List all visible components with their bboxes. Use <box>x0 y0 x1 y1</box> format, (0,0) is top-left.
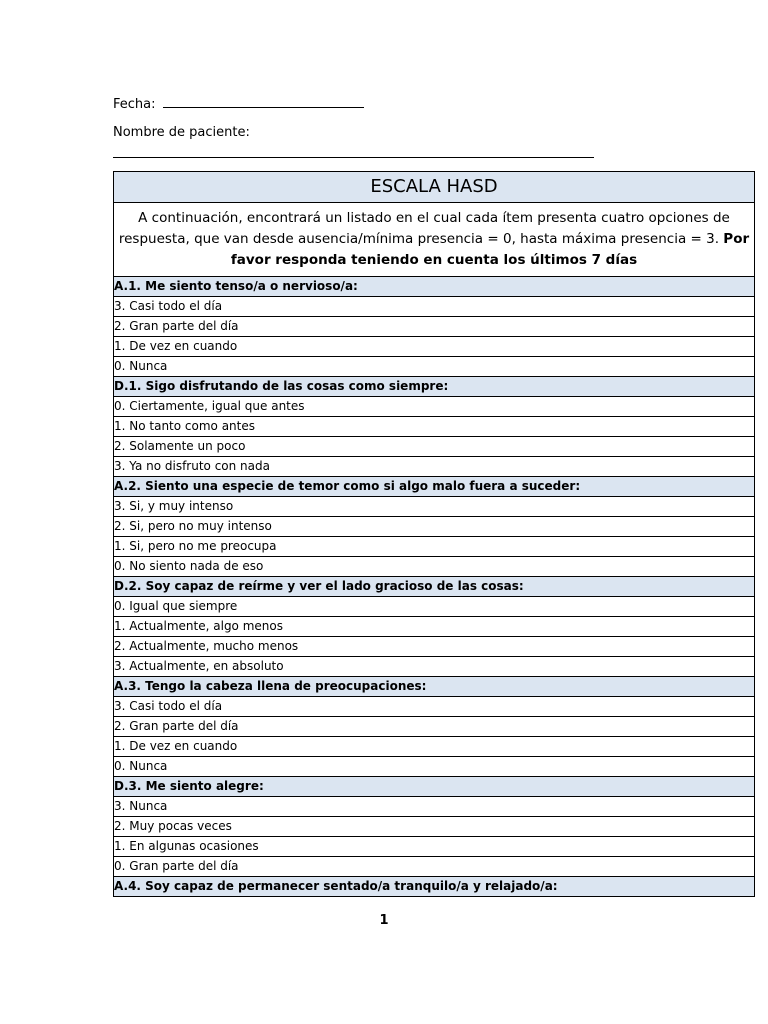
answer-option[interactable]: 0. Ciertamente, igual que antes <box>114 397 755 417</box>
patient-name-field <box>113 125 250 141</box>
question-label: D.1. Sigo disfrutando de las cosas como siempre: <box>114 377 755 397</box>
answer-option[interactable]: 2. Si, pero no muy intenso <box>114 517 755 537</box>
title-row <box>114 172 755 203</box>
question-label: A.2. Siento una especie de temor como si algo malo fuera a suceder: <box>114 477 755 497</box>
option-row[interactable] <box>114 357 755 377</box>
question-row <box>114 277 755 297</box>
option-row[interactable] <box>114 617 755 637</box>
instructions-text: A continuación, encontrará un listado en el cual cada ítem presenta cuatro opciones de respuesta, que van desde ausencia/mínima presencia = 0, hasta máxima presencia = 3. <box>118 210 730 247</box>
date-label: Fecha: <box>113 97 156 112</box>
option-row[interactable] <box>114 737 755 757</box>
answer-option[interactable]: 1. Actualmente, algo menos <box>114 617 755 637</box>
option-row[interactable] <box>114 397 755 417</box>
option-row[interactable] <box>114 517 755 537</box>
intro-row <box>114 203 755 277</box>
answer-option[interactable]: 2. Solamente un poco <box>114 437 755 457</box>
date-input-line[interactable] <box>163 95 364 108</box>
date-field <box>113 95 364 113</box>
question-label: A.3. Tengo la cabeza llena de preocupaciones: <box>114 677 755 697</box>
hasd-scale-table <box>113 171 755 897</box>
option-row[interactable] <box>114 417 755 437</box>
option-row[interactable] <box>114 857 755 877</box>
answer-option[interactable]: 1. Si, pero no me preocupa <box>114 537 755 557</box>
answer-option[interactable]: 3. Nunca <box>114 797 755 817</box>
option-row[interactable] <box>114 497 755 517</box>
question-row <box>114 877 755 897</box>
answer-option[interactable]: 2. Gran parte del día <box>114 717 755 737</box>
scale-title: ESCALA HASD <box>114 172 755 203</box>
question-row <box>114 677 755 697</box>
option-row[interactable] <box>114 557 755 577</box>
option-row[interactable] <box>114 757 755 777</box>
question-label: A.1. Me siento tenso/a o nervioso/a: <box>114 277 755 297</box>
answer-option[interactable]: 0. Nunca <box>114 757 755 777</box>
answer-option[interactable]: 0. Nunca <box>114 357 755 377</box>
option-row[interactable] <box>114 537 755 557</box>
patient-name-input-line[interactable] <box>113 157 594 158</box>
answer-option[interactable]: 3. Casi todo el día <box>114 297 755 317</box>
question-row <box>114 577 755 597</box>
answer-option[interactable]: 1. En algunas ocasiones <box>114 837 755 857</box>
answer-option[interactable]: 3. Actualmente, en absoluto <box>114 657 755 677</box>
page-number: 1 <box>379 913 389 928</box>
answer-option[interactable]: 3. Casi todo el día <box>114 697 755 717</box>
question-label: D.2. Soy capaz de reírme y ver el lado gracioso de las cosas: <box>114 577 755 597</box>
option-row[interactable] <box>114 317 755 337</box>
option-row[interactable] <box>114 717 755 737</box>
answer-option[interactable]: 3. Ya no disfruto con nada <box>114 457 755 477</box>
question-row <box>114 477 755 497</box>
answer-option[interactable]: 0. Gran parte del día <box>114 857 755 877</box>
question-label: A.4. Soy capaz de permanecer sentado/a tranquilo/a y relajado/a: <box>114 877 755 897</box>
option-row[interactable] <box>114 637 755 657</box>
option-row[interactable] <box>114 657 755 677</box>
answer-option[interactable]: 0. Igual que siempre <box>114 597 755 617</box>
question-label: D.3. Me siento alegre: <box>114 777 755 797</box>
question-row <box>114 777 755 797</box>
answer-option[interactable]: 2. Actualmente, mucho menos <box>114 637 755 657</box>
instructions-bold: Por favor responda teniendo en cuenta los últimos 7 días <box>230 231 750 268</box>
answer-option[interactable]: 1. De vez en cuando <box>114 737 755 757</box>
option-row[interactable] <box>114 297 755 317</box>
option-row[interactable] <box>114 837 755 857</box>
option-row[interactable] <box>114 597 755 617</box>
answer-option[interactable]: 1. No tanto como antes <box>114 417 755 437</box>
answer-option[interactable]: 1. De vez en cuando <box>114 337 755 357</box>
answer-option[interactable]: 0. No siento nada de eso <box>114 557 755 577</box>
patient-name-label: Nombre de paciente: <box>113 125 250 140</box>
answer-option[interactable]: 3. Si, y muy intenso <box>114 497 755 517</box>
instructions <box>114 203 755 277</box>
option-row[interactable] <box>114 697 755 717</box>
option-row[interactable] <box>114 337 755 357</box>
question-row <box>114 377 755 397</box>
option-row[interactable] <box>114 797 755 817</box>
option-row[interactable] <box>114 457 755 477</box>
answer-option[interactable]: 2. Gran parte del día <box>114 317 755 337</box>
option-row[interactable] <box>114 817 755 837</box>
option-row[interactable] <box>114 437 755 457</box>
answer-option[interactable]: 2. Muy pocas veces <box>114 817 755 837</box>
